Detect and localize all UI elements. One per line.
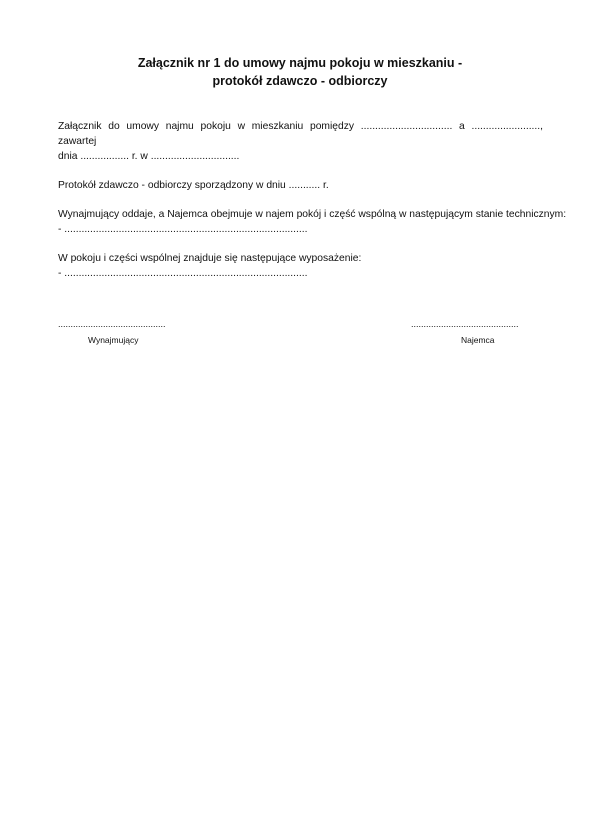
landlord-signature-line: ........................................... <box>58 319 166 329</box>
paragraph-equipment <box>58 251 543 281</box>
paragraph-protocol-date <box>58 178 543 193</box>
landlord-signature-label: Wynajmujący <box>88 335 139 345</box>
tenant-signature-line: ........................................... <box>411 319 519 329</box>
paragraph-equipment-line-1: W pokoju i części wspólnej znajduje się następujące wyposażenie: <box>58 253 362 264</box>
tenant-signature-label: Najemca <box>461 335 495 345</box>
paragraph-protocol-date-text: Protokół zdawczo - odbiorczy sporządzony w dniu ........... r. <box>58 180 329 191</box>
paragraph-parties-line-2: dnia ................. r. w ............................... <box>58 151 240 162</box>
paragraph-technical-condition <box>58 207 567 237</box>
paragraph-equipment-line-2: - ..................................................................................... <box>58 268 308 279</box>
document-title <box>0 54 600 90</box>
paragraph-technical-condition-line-1: Wynajmujący oddaje, a Najemca obejmuje w najem pokój i część wspólną w następującym stanie technicznym: <box>58 209 567 220</box>
paragraph-parties <box>58 119 543 164</box>
paragraph-technical-condition-line-2: - ..................................................................................... <box>58 224 308 235</box>
title-line-1: Załącznik nr 1 do umowy najmu pokoju w mieszkaniu - <box>137 56 463 70</box>
document-body <box>58 119 567 295</box>
title-line-2: protokół zdawczo - odbiorczy <box>212 74 388 88</box>
paragraph-parties-line-1: Załącznik do umowy najmu pokoju w mieszkaniu pomiędzy ................................ a ........................, zawartej <box>58 121 543 147</box>
